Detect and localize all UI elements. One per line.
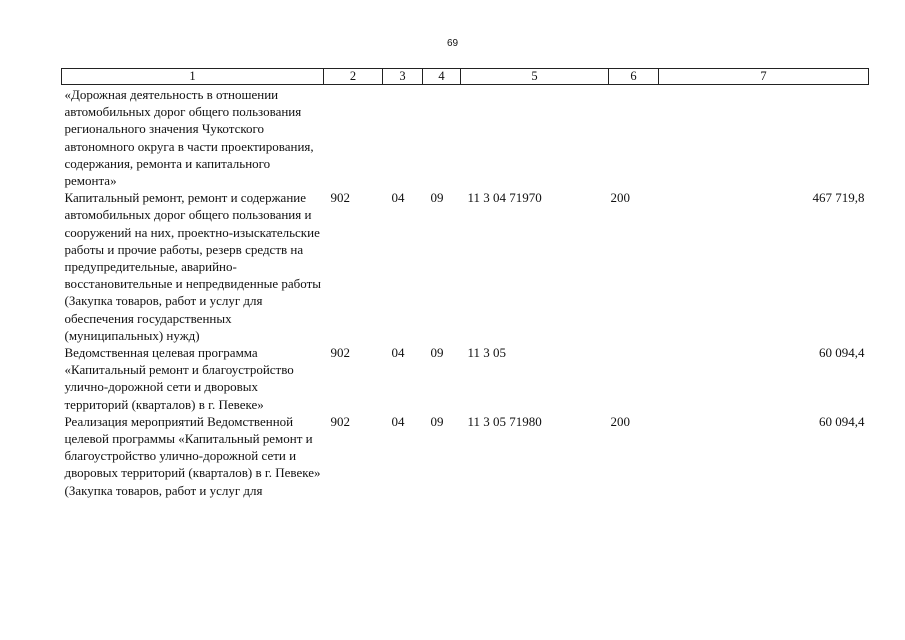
row-subsection bbox=[423, 85, 461, 190]
row-subsection: 09 bbox=[430, 190, 444, 206]
row-expense-type: 200 bbox=[610, 190, 630, 206]
row-ministry: 902 bbox=[330, 413, 350, 429]
table-header-row bbox=[62, 69, 869, 85]
row-target-article: 11 3 04 71970 bbox=[467, 190, 542, 206]
column-header-5: 5 bbox=[461, 69, 609, 85]
page-number: 69 bbox=[446, 38, 459, 49]
row-section: 04 bbox=[391, 413, 405, 429]
row-section: 04 bbox=[391, 190, 405, 206]
row-target-article: 11 3 05 bbox=[467, 345, 507, 361]
row-amount bbox=[659, 85, 869, 190]
column-header-7: 7 bbox=[659, 69, 869, 85]
table-row bbox=[62, 189, 869, 344]
table-row bbox=[62, 85, 869, 190]
row-ministry bbox=[324, 85, 383, 190]
row-expense-type: 200 bbox=[610, 413, 630, 429]
row-ministry: 902 bbox=[330, 345, 350, 361]
row-amount: 60 094,4 bbox=[819, 413, 865, 429]
row-name: Реализация мероприятий Ведомственной целевой программы «Капитальный ремонт и благоустройство улично-дорожной сети и дворовых территорий (кварталов) в г. Певеке» (Закупка товаров, работ и услуг для bbox=[64, 413, 321, 498]
row-amount: 467 719,8 bbox=[812, 190, 865, 206]
row-expense-type bbox=[609, 344, 659, 413]
column-header-2: 2 bbox=[324, 69, 383, 85]
table-row bbox=[62, 413, 869, 499]
budget-table bbox=[61, 68, 869, 499]
column-header-4: 4 bbox=[423, 69, 461, 85]
row-expense-type bbox=[609, 85, 659, 190]
row-amount: 60 094,4 bbox=[819, 345, 865, 361]
row-ministry: 902 bbox=[330, 190, 350, 206]
column-header-1: 1 bbox=[62, 69, 324, 85]
column-header-3: 3 bbox=[383, 69, 423, 85]
row-target-article: 11 3 05 71980 bbox=[467, 413, 542, 429]
row-section bbox=[383, 85, 423, 190]
row-name: «Дорожная деятельность в отношении автомобильных дорог общего пользования регионального значения Чукотского автономного округа в части проектирования, содержания, ремонта и капитального ремонта» bbox=[64, 87, 314, 189]
row-name: Капитальный ремонт, ремонт и содержание автомобильных дорог общего пользования и сооружений на них, проектно-изыскательские работы и прочие работы, резерв средств на предупредительные, аварийно-восстановительные и непредвиденные работы (Закупка товаров, работ и услуг для обеспечения государственных (муниципальных) нужд) bbox=[64, 190, 322, 343]
row-name: Ведомственная целевая программа «Капитальный ремонт и благоустройство улично-дорожной сети и дворовых территорий (кварталов) в г. Певеке» bbox=[64, 345, 294, 412]
row-target-article bbox=[461, 85, 609, 190]
row-subsection: 09 bbox=[430, 345, 444, 361]
table-row bbox=[62, 344, 869, 413]
row-section: 04 bbox=[391, 345, 405, 361]
column-header-6: 6 bbox=[609, 69, 659, 85]
row-subsection: 09 bbox=[430, 413, 444, 429]
